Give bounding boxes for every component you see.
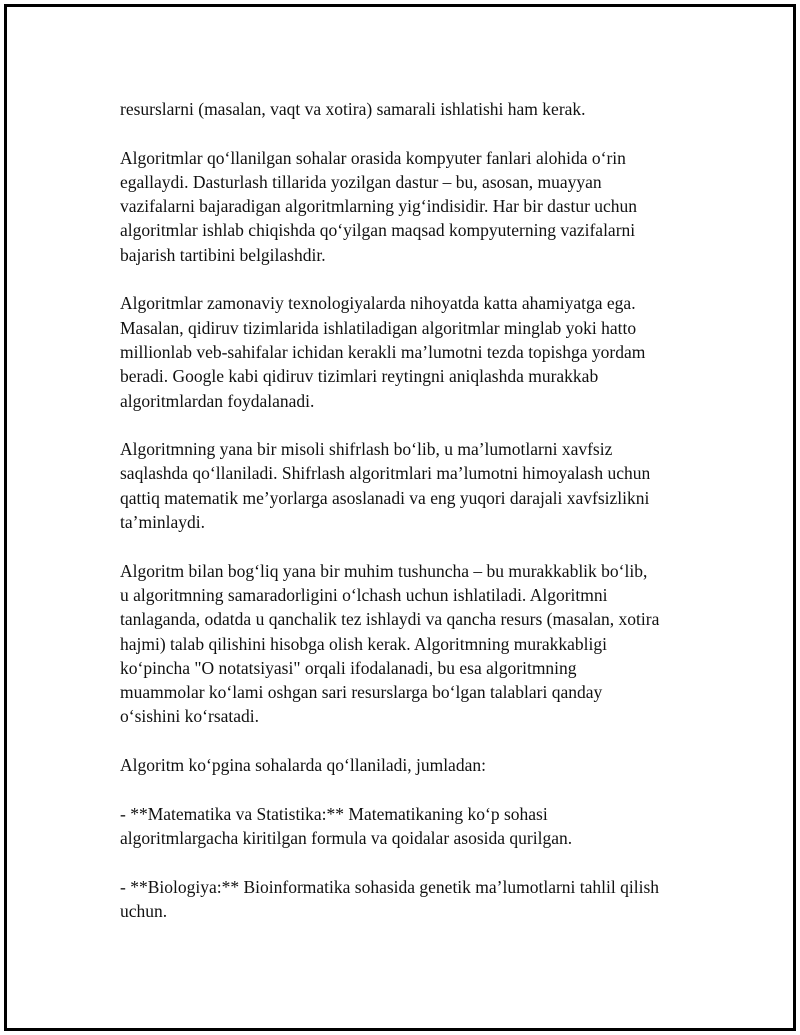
text-line: - **Biologiya:** Bioinformatika sohasida genetik ma’lumotlarni tahlil qilish bbox=[120, 876, 660, 897]
text-line: Masalan, qidiruv tizimlarida ishlatiladigan algoritmlar minglab yoki hatto bbox=[120, 317, 637, 338]
text-line: resurslarni (masalan, vaqt va xotira) samarali ishlatishi ham kerak. bbox=[120, 99, 586, 119]
text-line: Algoritmlar zamonaviy texnologiyalarda nihoyatda katta ahamiyatga ega. bbox=[120, 293, 636, 314]
text-line: beradi. Google kabi qidiruv tizimlari reytingni aniqlashda murakkab bbox=[120, 366, 599, 387]
text-line: egallaydi. Dasturlash tillarida yozilgan dastur – bu, asosan, muayyan bbox=[120, 171, 602, 192]
text-line: Algoritmning yana bir misoli shifrlash bo‘lib, u ma’lumotlarni xavfsiz bbox=[120, 439, 613, 460]
text-line: qattiq matematik me’yorlarga asoslanadi va eng yuqori darajali xavfsizlikni bbox=[120, 487, 650, 508]
text-line: tanlaganda, odatda u qanchalik tez ishlaydi va qancha resurs (masalan, xotira bbox=[120, 609, 660, 630]
paragraph-5 bbox=[120, 559, 710, 729]
text-line: ko‘pincha "O notatsiyasi" orqali ifodalanadi, bu esa algoritmning bbox=[120, 657, 577, 678]
text-line: u algoritmning samaradorligini o‘lchash uchun ishlatiladi. Algoritmni bbox=[120, 584, 608, 605]
text-line: algoritmlargacha kiritilgan formula va qoidalar asosida qurilgan. bbox=[120, 827, 573, 848]
document-page bbox=[4, 4, 796, 1031]
text-line: saqlashda qo‘llaniladi. Shifrlash algoritmlari ma’lumotni himoyalash uchun bbox=[120, 463, 651, 484]
text-line: muammolar ko‘lami oshgan sari resurslarga bo‘lgan talablari qanday bbox=[120, 682, 603, 703]
text-line: hajmi) talab qilishini hisobga olish kerak. Algoritmning murakkabligi bbox=[120, 633, 608, 654]
text-line: millionlab veb-sahifalar ichidan kerakli ma’lumotni tezda topishga yordam bbox=[120, 341, 646, 362]
paragraph-3 bbox=[120, 291, 710, 412]
list-item-mathematics bbox=[120, 802, 710, 851]
paragraph-6 bbox=[120, 753, 710, 777]
text-line: ta’minlaydi. bbox=[120, 512, 206, 533]
paragraph-1 bbox=[120, 97, 710, 121]
text-line: algoritmlardan foydalanadi. bbox=[120, 390, 315, 411]
document-body bbox=[120, 97, 710, 947]
list-item-biology bbox=[120, 875, 710, 924]
text-line: Algoritm bilan bog‘liq yana bir muhim tushuncha – bu murakkablik bo‘lib, bbox=[120, 560, 648, 581]
text-line: bajarish tartibini belgilashdir. bbox=[120, 244, 326, 265]
text-line: algoritmlar ishlab chiqishda qo‘yilgan maqsad kompyuterning vazifalarni bbox=[120, 220, 636, 241]
paragraph-2 bbox=[120, 146, 710, 267]
text-line: - **Matematika va Statistika:** Matematikaning ko‘p sohasi bbox=[120, 803, 548, 824]
text-line: uchun. bbox=[120, 900, 168, 921]
text-line: Algoritmlar qo‘llanilgan sohalar orasida kompyuter fanlari alohida o‘rin bbox=[120, 147, 626, 168]
text-line: Algoritm ko‘pgina sohalarda qo‘llaniladi, jumladan: bbox=[120, 755, 486, 776]
paragraph-4 bbox=[120, 437, 710, 534]
text-line: vazifalarni bajaradigan algoritmlarning yig‘indisidir. Har bir dastur uchun bbox=[120, 196, 638, 217]
text-line: o‘sishini ko‘rsatadi. bbox=[120, 706, 260, 727]
